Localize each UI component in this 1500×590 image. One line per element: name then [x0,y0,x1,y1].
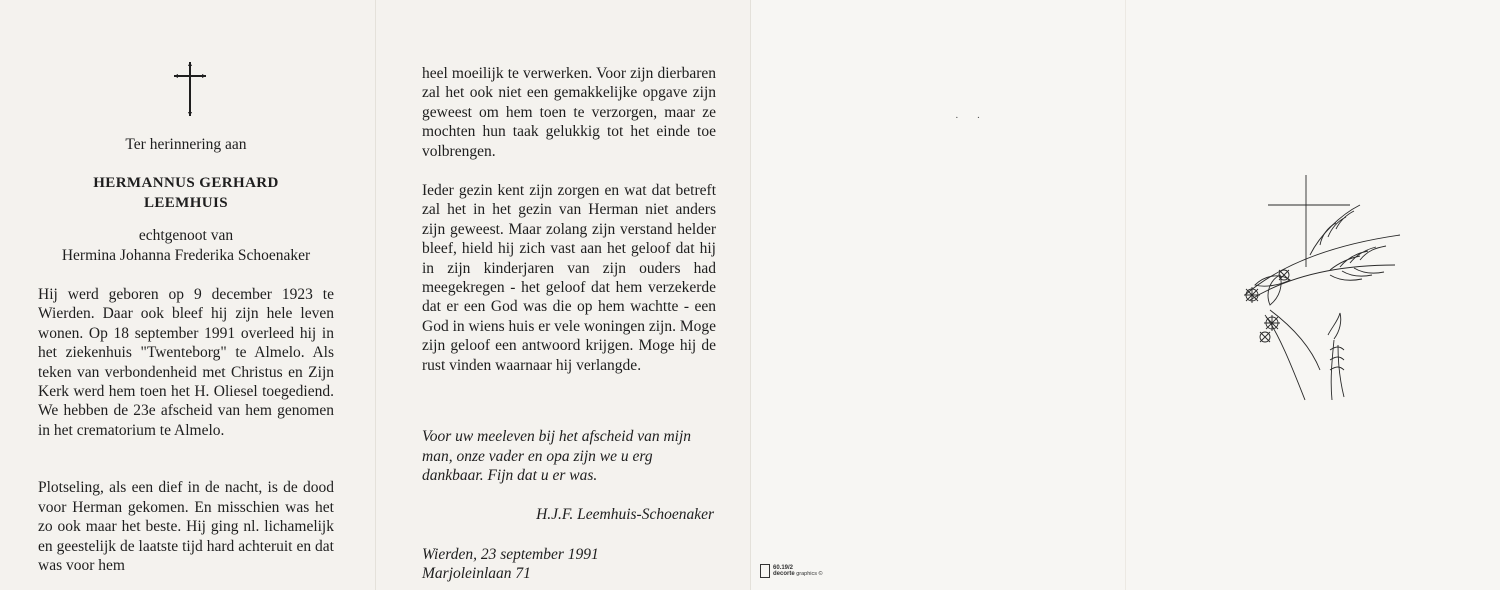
cross-icon [170,60,210,120]
relation-text: echtgenoot van [138,227,234,245]
fold-line [375,0,376,590]
signature: H.J.F. Leemhuis-Schoenaker [536,506,714,524]
printer-brand: decorte [773,571,795,577]
reflection-paragraph-cont: heel moeilijk te verwerken. Voor zijn dierbaren zal het ook niet een gemakkelijke opgave zijn geweest om hem toen te verzorgen, maar ze mochten hun taak gelukkig tot het einde toe volbrengen. [422,65,716,160]
intro-text: Ter herinnering aan [125,136,247,153]
deceased-name-line2: LEEMHUIS [143,194,229,211]
printer-suffix: graphics © [796,571,823,577]
printer-mark [760,560,823,582]
faith-paragraph: Ieder gezin kent zijn zorgen en wat dat betreft zal het in het gezin van Herman niet anders zijn geweest. Maar zolang zijn verstand helder bleef, hield hij zich vast aan het geloof dat hij in zijn kinderjaren van zijn ouders had meegekregen - het geloof dat hem verzekerde dat er een God was die op hem wachtte - een God in wiens huis er vele woningen zijn. Moge zijn geloof een antwoord krijgen. Moge hij de rust vinden waarnaar hij verlangde. [422,182,717,374]
printer-text [773,565,823,577]
address: Marjoleinlaan 71 [422,565,531,583]
deceased-name-line1: HERMANNUS GERHARD [93,175,279,192]
left-column [38,135,334,575]
cross-wheat-flowers-icon [1210,175,1410,405]
decorte-logo-icon [760,564,770,578]
right-column [422,64,716,584]
fold-line [1125,0,1126,590]
biography-paragraph: Hij werd geboren op 9 december 1923 te Wierden. Daar ook bleef hij zijn hele leven wonen. Op 18 september 1991 overleed hij in het ziekenhuis "Twenteborg" te Almelo. Als teken van verbondenheid met Christus en Zijn Kerk werd hem toen het H. Oliesel toegediend. We hebben de 23e afscheid van hem genomen in het crematorium te Almelo. [38,286,334,439]
fold-line [750,0,751,590]
printer-code: 60.19/2 [773,565,794,571]
dots-mark: ·· [955,112,999,124]
spouse-name: Hermina Johanna Frederika Schoenaker [61,246,311,264]
reflection-paragraph: Plotseling, als een dief in de nacht, is de dood voor Herman gekomen. En misschien was het zo ook maar het beste. Hij ging nl. lichamelijk en geestelijk de laatste tijd hard achteruit en dat was voor hem [38,479,334,574]
thanks-text: Voor uw meeleven bij het afscheid van mijn man, onze vader en opa zijn we u erg dankbaar. Fijn dat u er was. [422,428,692,484]
place-date: Wierden, 23 september 1991 [422,545,599,563]
